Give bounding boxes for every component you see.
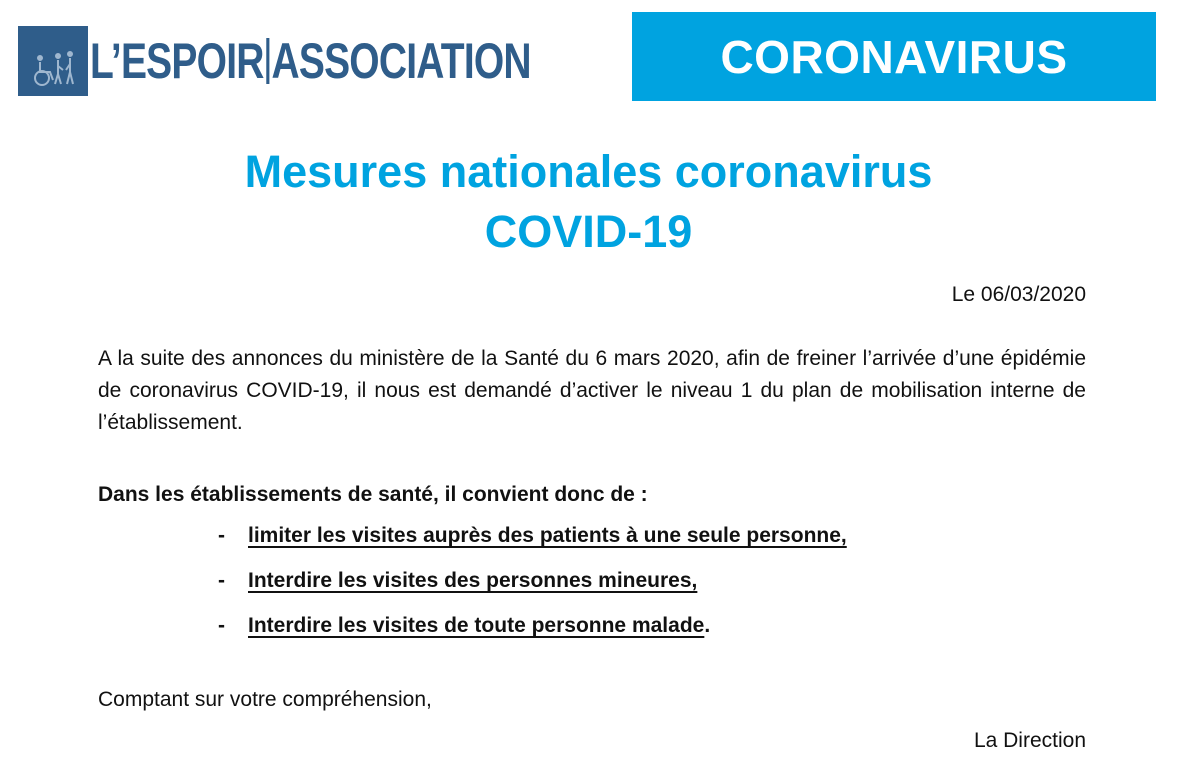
title-line-1: Mesures nationales coronavirus — [244, 146, 933, 197]
list-item — [218, 614, 847, 659]
measure-suffix: . — [704, 614, 711, 637]
banner-text: CORONAVIRUS — [720, 30, 1068, 83]
measure-text: limiter les visites auprès des patients à une seule personne, — [248, 524, 847, 547]
list-bullet: - — [218, 569, 225, 592]
coronavirus-banner — [632, 12, 1156, 101]
closing-line: Comptant sur votre compréhension, — [98, 688, 432, 711]
logo-wordmark — [90, 26, 531, 96]
measures-heading: Dans les établissements de santé, il convient donc de : — [98, 483, 648, 506]
logo-left-word: L’ESPOIR — [90, 33, 264, 89]
list-bullet: - — [218, 614, 225, 637]
measures-list — [218, 524, 847, 659]
measure-text: Interdire les visites des personnes mineures, — [248, 569, 698, 592]
title-line-2: COVID-19 — [484, 206, 693, 257]
association-logo — [18, 26, 655, 96]
intro-paragraph: A la suite des annonces du ministère de la Santé du 6 mars 2020, afin de freiner l’arrivée d’une épidémie de coronavirus COVID-19, il nous est demandé d’activer le niveau 1 du plan de mobilisation interne de l’établissement. — [98, 347, 1086, 434]
page-title — [0, 142, 1177, 262]
document-date: Le 06/03/2020 — [951, 283, 1086, 306]
list-item — [218, 569, 847, 614]
wheelchair-and-walking-figures-icon — [18, 26, 88, 96]
measure-text: Interdire les visites de toute personne malade — [248, 614, 705, 637]
list-item — [218, 524, 847, 569]
list-bullet: - — [218, 524, 225, 547]
logo-right-word: ASSOCIATION — [271, 33, 531, 89]
logo-divider — [266, 38, 269, 84]
signature: La Direction — [973, 729, 1086, 752]
